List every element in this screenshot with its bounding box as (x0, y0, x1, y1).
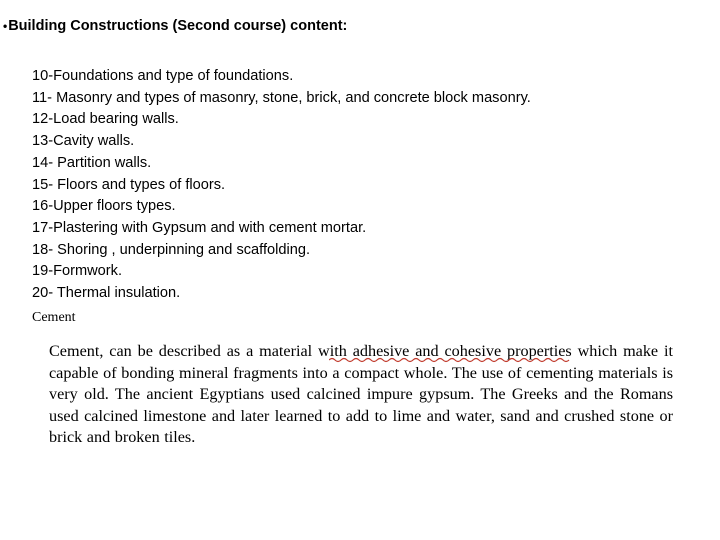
cement-paragraph: Cement, can be described as a material with adhesive and cohesive properties which make it capable of bonding mineral fragments into a compact whole. The use of cementing materials is very old. The ancient Egyptians used calcined impure gypsum. The Greeks and the Romans used calcined limestone and later learned to add to lime and water, sand and crushed stone or brick and broken tiles. (49, 342, 673, 447)
topic-item: 19-Formwork. (32, 263, 123, 280)
topic-item: 20- Thermal insulation. (32, 285, 181, 302)
heading-text: Building Constructions (Second course) content: (8, 18, 348, 34)
spellcheck-underline (329, 357, 574, 363)
topic-item: 12-Load bearing walls. (32, 111, 179, 128)
topic-list (32, 66, 531, 305)
topic-item: 15- Floors and types of floors. (32, 176, 226, 193)
spellcheck-wave (329, 359, 569, 362)
topic-item: 14- Partition walls. (32, 154, 152, 171)
topic-item: 16-Upper floors types. (32, 198, 176, 215)
bullet-icon: • (3, 19, 8, 33)
topic-item: 13-Cavity walls. (32, 133, 135, 150)
topic-item: 11- Masonry and types of masonry, stone, brick, and concrete block masonry. (32, 89, 531, 106)
topic-item: 18- Shoring , underpinning and scaffolding. (32, 241, 311, 258)
topic-item: 10-Foundations and type of foundations. (32, 68, 294, 84)
document-heading (3, 18, 347, 34)
topic-item: 17-Plastering with Gypsum and with cement mortar. (32, 219, 367, 236)
section-title: Cement (32, 310, 76, 325)
